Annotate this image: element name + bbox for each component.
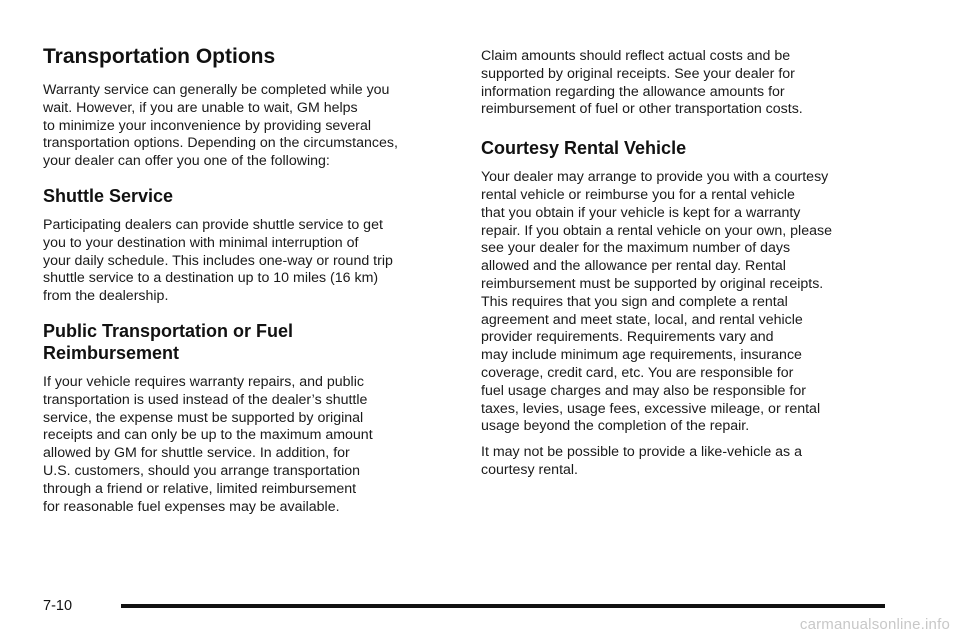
shuttle-service-heading: Shuttle Service xyxy=(43,185,174,206)
shuttle-service-paragraph: Participating dealers can provide shuttle service to get you to your destination with minimal interruption of your daily schedule. This includes one-way or round trip shuttle service to a destination up to 10 miles (16 km) from the dealership. xyxy=(43,216,393,305)
public-transportation-heading: Public Transportation or Fuel Reimbursement xyxy=(43,320,294,363)
intro-paragraph: Warranty service can generally be completed while you wait. However, if you are unable to wait, GM helps to minimize your inconvenience by providing several transportation options. Depending on the circumstances, your dealer can offer you one of the following: xyxy=(43,82,398,170)
footer-rule xyxy=(121,604,885,608)
watermark: carmanualsonline.info xyxy=(799,616,950,633)
claim-amounts-paragraph: Claim amounts should reflect actual costs and be supported by original receipts. See your dealer for information regarding the allowance amounts for reimbursement of fuel or other transportation costs. xyxy=(481,48,803,118)
right-column xyxy=(481,48,901,488)
courtesy-rental-paragraph: Your dealer may arrange to provide you with a courtesy rental vehicle or reimburse you for a rental vehicle that you obtain if your vehicle is kept for a warranty repair. If you obtain a rental vehicle on your own, please see your dealer for the maximum number of days allowed and the allowance per rental day. Rental reimbursement must be supported by original receipts. This requires that you sign and complete a rental agreement and meet state, local, and rental vehicle provider requirements. Requirements vary and may include minimum age requirements, insurance coverage, credit card, etc. You are responsible for fuel usage charges and may also be responsible for taxes, levies, usage fees, excessive mileage, or rental usage beyond the completion of the repair. xyxy=(481,169,832,435)
public-transportation-paragraph: If your vehicle requires warranty repairs, and public transportation is used instead of the dealer’s shuttle service, the expense must be supported by original receipts and can only be up to the maximum amount allowed by GM for shuttle service. In addition, for U.S. customers, should you arrange transportation through a friend or relative, limited reimbursement for reasonable fuel expenses may be available. xyxy=(43,373,373,515)
courtesy-rental-heading: Courtesy Rental Vehicle xyxy=(481,138,687,159)
page-number: 7-10 xyxy=(43,598,73,614)
section-title: Transportation Options xyxy=(43,45,276,68)
like-vehicle-paragraph: It may not be possible to provide a like-vehicle as a courtesy rental. xyxy=(481,444,802,478)
left-column xyxy=(43,44,448,524)
